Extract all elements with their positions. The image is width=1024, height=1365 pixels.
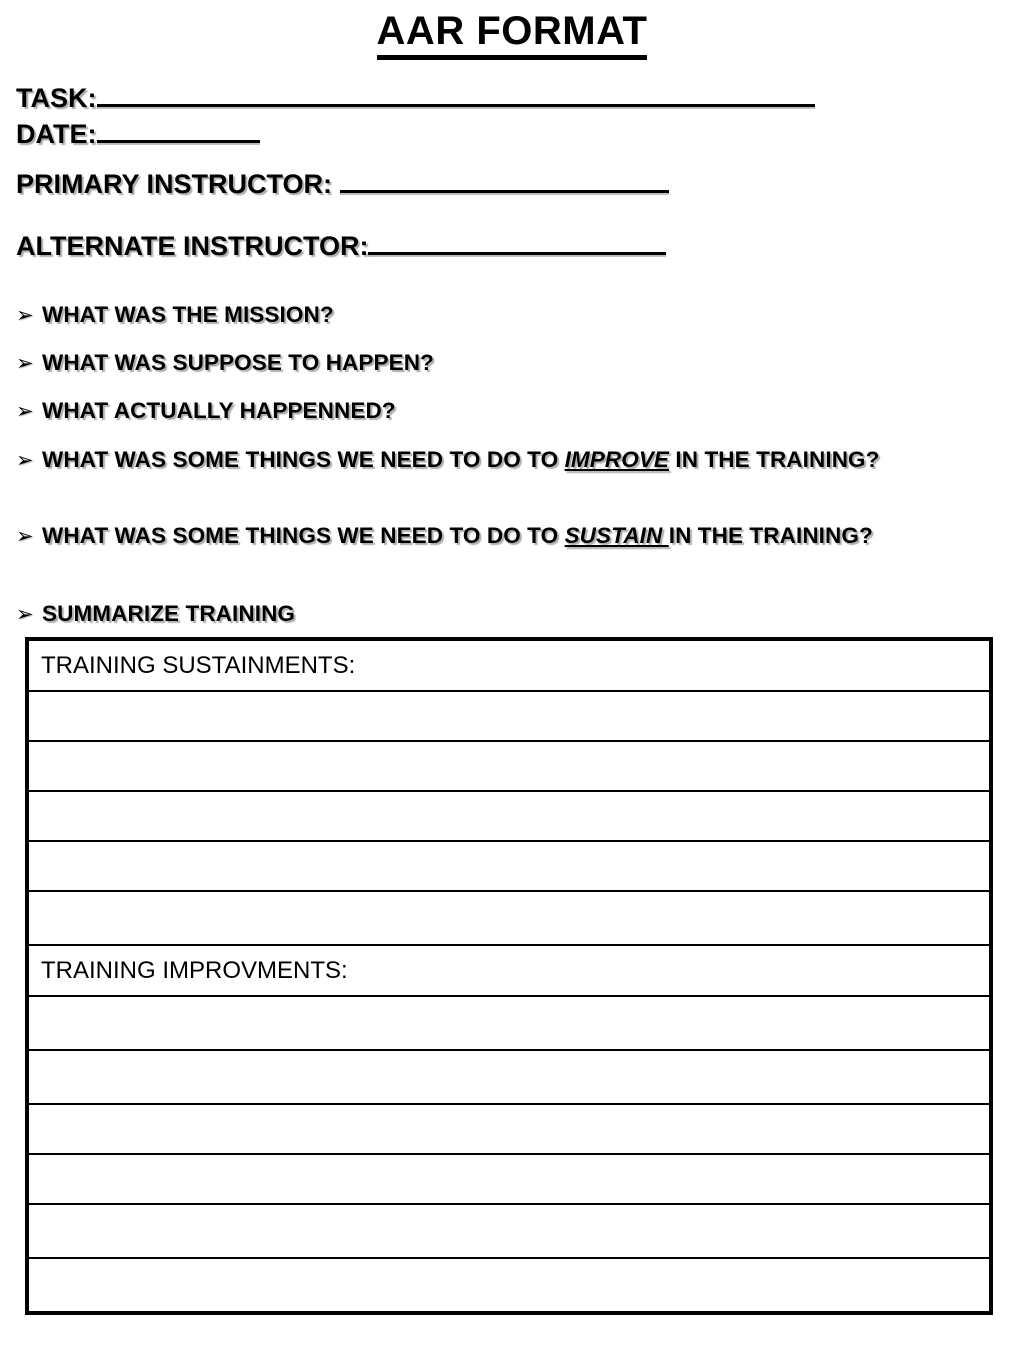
table-row [27, 996, 991, 1050]
training-sustainments-entry-cell[interactable] [27, 841, 991, 891]
training-sustainments-entry-cell[interactable] [27, 791, 991, 841]
bullet-item-text: WHAT ACTUALLY HAPPENNED? [42, 398, 396, 423]
bullet-item-text: WHAT WAS THE MISSION? [42, 302, 334, 327]
table-row [27, 1258, 991, 1313]
bullet-item-text: WHAT WAS SOME THINGS WE NEED TO DO TO [42, 447, 565, 472]
table-row-header [27, 639, 991, 691]
table-row [27, 741, 991, 791]
bullet-item-text: WHAT WAS SUPPOSE TO HAPPEN? [42, 350, 434, 375]
training-summary-table [25, 637, 993, 1315]
arrow-bullet-icon: ➢ [16, 400, 34, 423]
bullet-item-text: SUMMARIZE TRAINING [42, 601, 296, 626]
bullet-item [16, 595, 896, 633]
table-row [27, 1104, 991, 1154]
field-alternate-instructor-fill-line[interactable] [368, 252, 666, 255]
bullet-item-emphasis: SUSTAIN [564, 523, 669, 548]
table-row [27, 791, 991, 841]
training-sustainments-header-cell [27, 639, 991, 691]
bullet-item-emphasis: IMPROVE [564, 447, 670, 472]
table-row-header [27, 945, 991, 996]
field-date-label: DATE: [16, 119, 97, 149]
field-alternate-instructor-label: ALTERNATE INSTRUCTOR: [16, 231, 369, 261]
field-primary-instructor [16, 168, 669, 200]
bullet-item-text-tail: IN THE TRAINING? [669, 447, 880, 472]
field-alternate-instructor [16, 230, 666, 262]
training-sustainments-header-label: TRAINING SUSTAINMENTS: [41, 652, 356, 679]
field-primary-instructor-fill-line[interactable] [340, 190, 669, 193]
bullet-item [16, 441, 896, 479]
bullet-item-text-tail: IN THE TRAINING? [668, 523, 873, 548]
bullet-item [16, 344, 896, 382]
page-title [0, 8, 1024, 60]
table-row [27, 1154, 991, 1204]
field-date-fill-line[interactable] [97, 140, 260, 143]
field-task-label: TASK: [16, 83, 97, 113]
training-improvements-entry-cell[interactable] [27, 1204, 991, 1258]
bullet-item [16, 517, 896, 555]
training-improvements-entry-cell[interactable] [27, 996, 991, 1050]
training-improvements-header-cell [27, 945, 991, 996]
training-improvements-header-label: TRAINING IMPROVMENTS: [41, 957, 348, 984]
bullet-item [16, 296, 896, 334]
page-title-text: AAR FORMAT [377, 8, 648, 60]
arrow-bullet-icon: ➢ [16, 304, 34, 327]
arrow-bullet-icon: ➢ [16, 603, 34, 626]
training-sustainments-entry-cell[interactable] [27, 741, 991, 791]
table-row [27, 1204, 991, 1258]
field-task [16, 82, 815, 114]
bullet-item-text: WHAT WAS SOME THINGS WE NEED TO DO TO [42, 523, 565, 548]
arrow-bullet-icon: ➢ [16, 525, 34, 548]
bullet-item [16, 392, 896, 430]
table-row [27, 1050, 991, 1104]
arrow-bullet-icon: ➢ [16, 352, 34, 375]
field-primary-instructor-label: PRIMARY INSTRUCTOR: [16, 169, 333, 199]
training-improvements-entry-cell[interactable] [27, 1154, 991, 1204]
training-improvements-entry-cell[interactable] [27, 1258, 991, 1313]
table-row [27, 841, 991, 891]
table-row [27, 691, 991, 741]
field-date [16, 118, 260, 150]
training-improvements-entry-cell[interactable] [27, 1104, 991, 1154]
training-sustainments-entry-cell[interactable] [27, 891, 991, 945]
field-task-fill-line[interactable] [97, 104, 815, 107]
training-summary-table-body [27, 639, 991, 1313]
training-improvements-entry-cell[interactable] [27, 1050, 991, 1104]
arrow-bullet-icon: ➢ [16, 449, 34, 472]
training-sustainments-entry-cell[interactable] [27, 691, 991, 741]
table-row [27, 891, 991, 945]
